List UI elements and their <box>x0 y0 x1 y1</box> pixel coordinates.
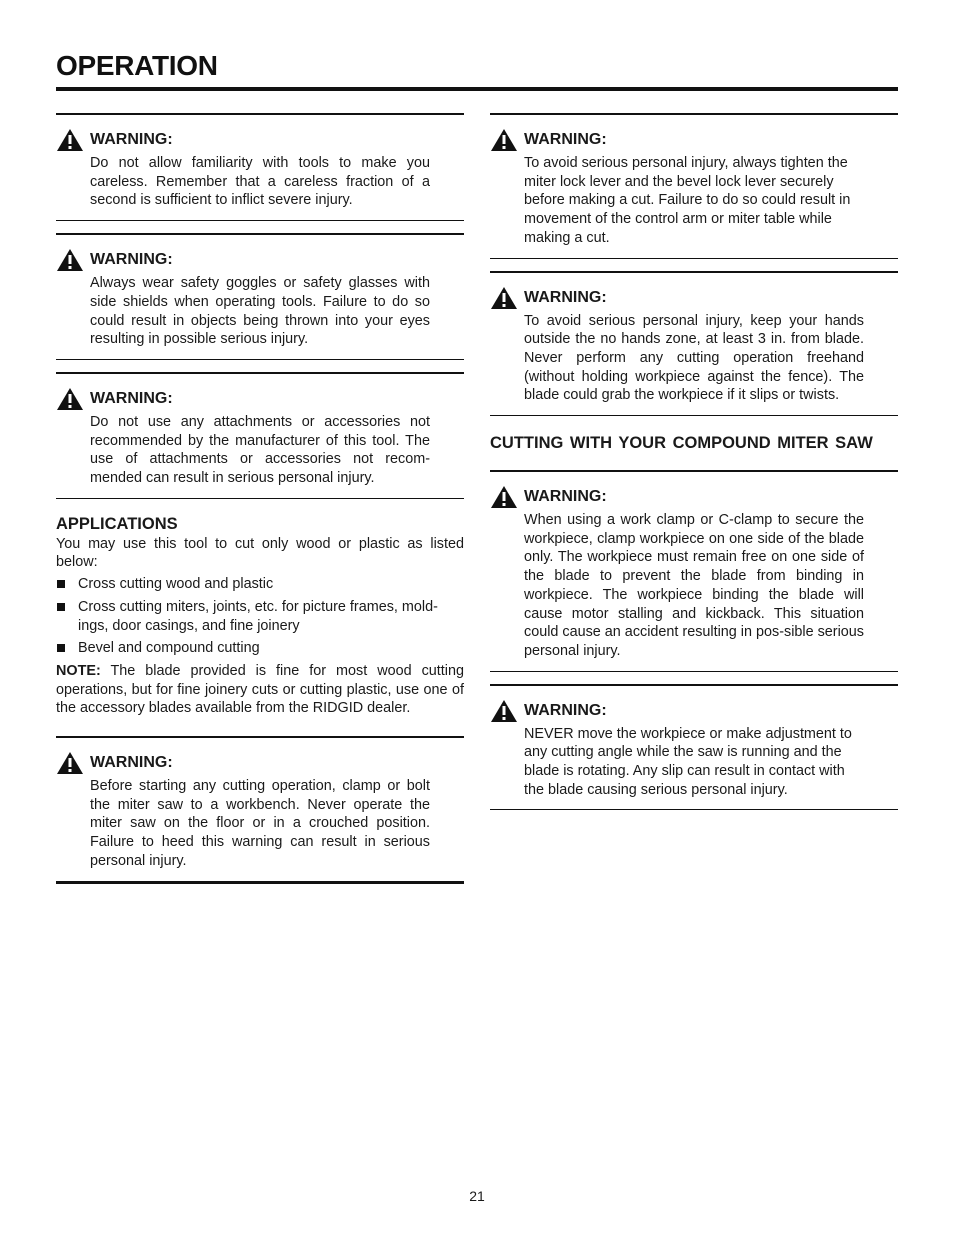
page-title: OPERATION <box>56 50 218 81</box>
bullet-square-icon <box>57 603 65 611</box>
warning-heading <box>490 129 898 151</box>
warning-label: WARNING: <box>90 389 173 407</box>
warning-label: WARNING: <box>90 754 173 772</box>
title-rule <box>56 87 898 91</box>
warning-box <box>56 372 464 499</box>
applications-intro: You may use this tool to cut only wood or plastic as listed below: <box>56 535 464 571</box>
warning-triangle-icon <box>490 699 518 723</box>
warning-heading <box>56 388 464 410</box>
warning-heading <box>490 700 898 722</box>
warning-box <box>56 736 464 884</box>
applications-heading: APPLICATIONS <box>56 514 178 533</box>
warning-text: Always wear safety goggles or safety glasses with side shields when operating tools. Failure to do so could result in objects being thrown into your eyes resulting in possible serious injury. <box>90 275 430 348</box>
warning-label: WARNING: <box>524 488 607 506</box>
bullet-square-icon <box>57 644 65 652</box>
note-text: The blade provided is fine for most wood cutting operations, but for fine joinery cuts or cutting plastic, use one of the accessory blades available from the RIDGID dealer. <box>56 662 464 717</box>
list-item: Bevel and compound cutting <box>56 639 464 658</box>
warning-box <box>490 470 898 672</box>
page-number: 21 <box>469 1188 485 1204</box>
warning-heading <box>56 129 464 151</box>
warning-label: WARNING: <box>524 701 607 719</box>
right-column <box>490 113 898 810</box>
applications-section <box>56 513 464 718</box>
section-heading: CUTTING WITH YOUR COMPOUND MITER SAW <box>490 434 873 453</box>
warning-triangle-icon <box>490 128 518 152</box>
warning-heading <box>56 249 464 271</box>
warning-triangle-icon <box>56 128 84 152</box>
warning-box <box>490 684 898 811</box>
list-item: Cross cutting miters, joints, etc. for picture frames, mold-ings, door casings, and fine joinery <box>56 598 464 635</box>
note-paragraph <box>56 662 464 718</box>
warning-text: When using a work clamp or C-clamp to secure the workpiece, clamp workpiece on one side of the blade only. The workpiece must remain free on one side of the blade to prevent the blade from binding in workpiece. The workpiece binding the blade will cause motor stalling and kickback. This situation could cause an accident resulting in pos-sible serious personal injury. <box>524 512 864 659</box>
warning-triangle-icon <box>56 248 84 272</box>
warning-box <box>490 113 898 259</box>
warning-text: Do not use any attachments or accessories not recommended by the manufacturer of this tool. The use of attachments or accessories not recom-mended can result in serious personal injury. <box>90 413 430 487</box>
warning-triangle-icon <box>490 286 518 310</box>
warning-label: WARNING: <box>90 251 173 269</box>
warning-box <box>56 113 464 221</box>
warning-heading <box>490 486 898 508</box>
warning-heading <box>490 287 898 309</box>
warning-text: Do not allow familiarity with tools to make you careless. Remember that a careless fraction of a second is sufficient to inflict severe injury. <box>90 155 430 209</box>
warning-triangle-icon <box>56 751 84 775</box>
warning-text: To avoid serious personal injury, always tighten the miter lock lever and the bevel lock lever securely before making a cut. Failure to do so could result in movement of the control arm or miter table while making a cut. <box>524 155 851 246</box>
left-column <box>56 113 464 884</box>
applications-list <box>56 575 464 658</box>
warning-heading <box>56 752 464 774</box>
note-label: NOTE: <box>56 662 101 679</box>
warning-text: Before starting any cutting operation, clamp or bolt the miter saw to a workbench. Never operate the miter saw on the floor or in a crouched position. Failure to heed this warning can result in serious personal injury. <box>90 778 430 869</box>
warning-text: To avoid serious personal injury, keep your hands outside the no hands zone, at least 3 in. from blade. Never perform any cutting operation freehand (without holding workpiece against the fence). The blade could grab the workpiece if it slips or twists. <box>524 312 864 404</box>
bullet-square-icon <box>57 580 65 588</box>
warning-box <box>490 271 898 417</box>
warning-triangle-icon <box>490 485 518 509</box>
warning-label: WARNING: <box>524 288 607 306</box>
list-item: Cross cutting wood and plastic <box>56 575 464 594</box>
warning-label: WARNING: <box>524 131 607 148</box>
warning-box <box>56 233 464 360</box>
warning-text: NEVER move the workpiece or make adjustment to any cutting angle while the saw is running and the blade is rotating. Any slip can result in contact with the blade causing serious personal injury. <box>524 725 852 798</box>
warning-label: WARNING: <box>90 131 173 148</box>
warning-triangle-icon <box>56 387 84 411</box>
